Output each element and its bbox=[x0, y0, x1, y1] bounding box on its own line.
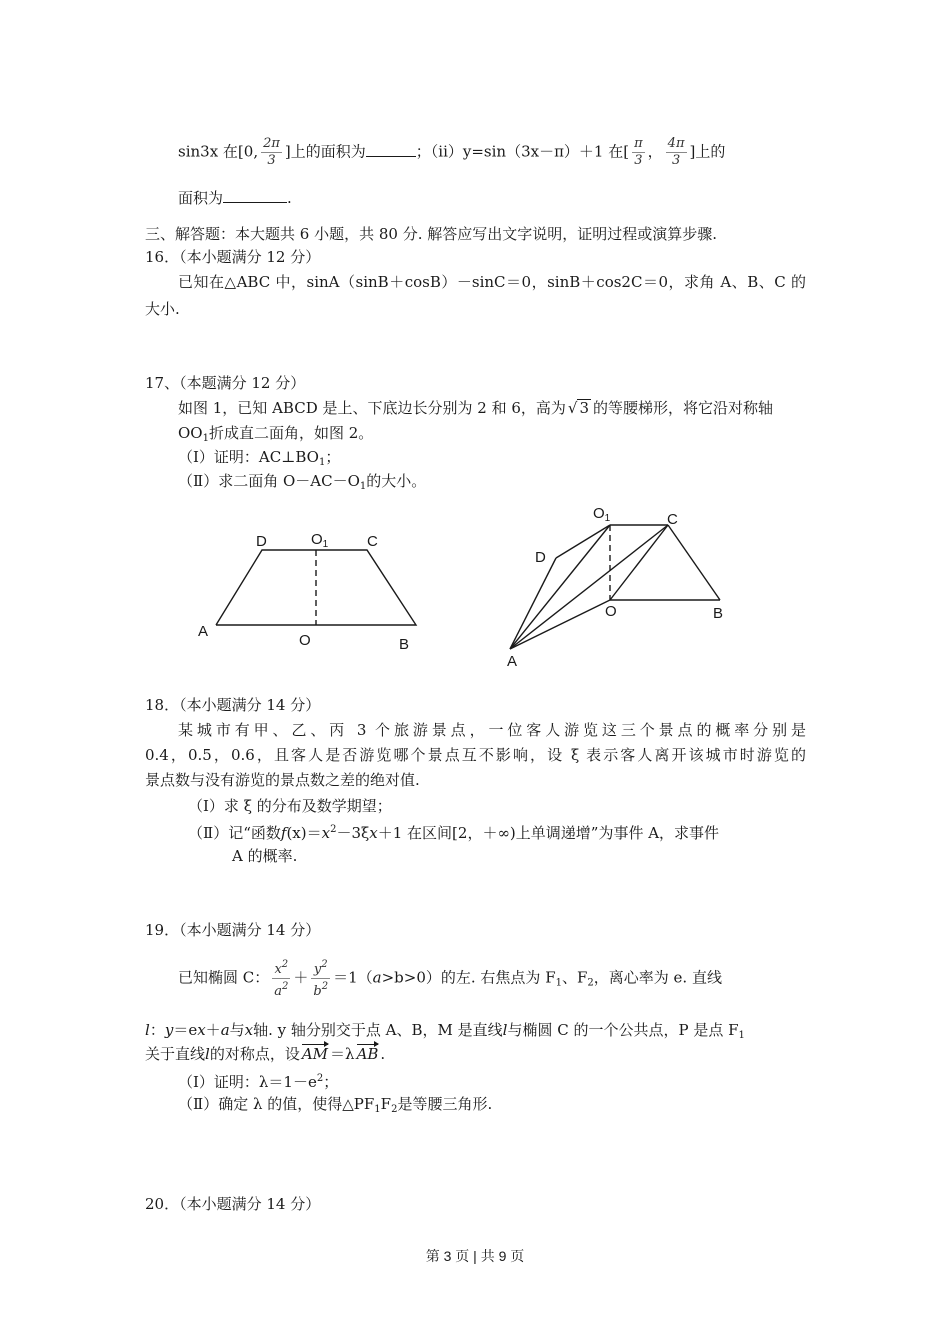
text: ＋ bbox=[293, 968, 309, 987]
q20-title: 20．（本小题满分 14 分） bbox=[145, 1195, 321, 1213]
edge-AD bbox=[510, 558, 556, 649]
text: ]上的面积为 bbox=[284, 142, 366, 161]
superscript: 2 bbox=[282, 981, 289, 992]
math-var: x bbox=[244, 1021, 254, 1039]
q19-body-line1 bbox=[178, 957, 722, 1000]
text: （Ⅰ）证明：λ＝1－e bbox=[178, 1073, 317, 1091]
fraction-pi-3 bbox=[632, 136, 645, 169]
text: 的等腰梯形，将它沿对称轴 bbox=[593, 399, 774, 417]
q18-title: 18．（本小题满分 14 分） bbox=[145, 696, 321, 714]
q17-body-line1 bbox=[178, 397, 773, 419]
label-subscript: 1 bbox=[322, 539, 329, 550]
text: sin3x 在[0, bbox=[178, 142, 259, 161]
math-var: a bbox=[372, 968, 382, 987]
math-var: x bbox=[369, 824, 378, 842]
edge-DO1 bbox=[556, 525, 610, 558]
text: （Ⅱ）求二面角 O－AC－O bbox=[178, 472, 360, 490]
q18-part2-line2: A 的概率. bbox=[232, 847, 298, 865]
edge-AC bbox=[510, 525, 668, 649]
label-O: O bbox=[593, 505, 605, 522]
label-O: O bbox=[605, 603, 617, 620]
text: . bbox=[287, 189, 292, 207]
math-var: l bbox=[502, 1021, 508, 1039]
radicand: 3 bbox=[579, 399, 589, 417]
figure-2-folded bbox=[500, 500, 750, 670]
den bbox=[311, 979, 330, 1000]
text: ＝λ bbox=[330, 1045, 355, 1063]
label-O1 bbox=[311, 531, 329, 550]
fraction-2pi-3 bbox=[261, 136, 282, 169]
num: π bbox=[634, 136, 643, 151]
edge-AO1 bbox=[510, 525, 610, 649]
subscript: 1 bbox=[374, 1104, 381, 1115]
text: 是等腰三角形. bbox=[397, 1095, 493, 1113]
text: . bbox=[380, 1045, 386, 1063]
text: OO bbox=[178, 424, 203, 442]
edge-CB bbox=[668, 525, 720, 600]
text: （Ⅱ）记“函数 bbox=[188, 824, 281, 842]
text: ； bbox=[323, 1073, 339, 1091]
page-footer: 第 3 页 | 共 9 页 bbox=[425, 1248, 525, 1264]
text: ： bbox=[149, 1021, 165, 1039]
q19-body-line3 bbox=[145, 1043, 385, 1065]
subscript: 1 bbox=[318, 457, 326, 468]
den: 3 bbox=[634, 153, 643, 168]
text: 与 bbox=[229, 1021, 245, 1039]
label-B: B bbox=[399, 636, 410, 653]
text: >b>0）的左. 右焦点为 F bbox=[381, 968, 556, 987]
superscript: 2 bbox=[281, 959, 289, 970]
math-var: l bbox=[145, 1021, 150, 1039]
den-var: a bbox=[274, 984, 283, 999]
text: 已知椭圆 C： bbox=[178, 968, 270, 987]
edge-OC bbox=[610, 525, 668, 600]
num bbox=[272, 957, 290, 978]
math-var: a bbox=[220, 1021, 230, 1039]
label-D: D bbox=[256, 533, 267, 550]
q16-body-line1: 已知在△ABC 中，sinA（sinB＋cosB）－sinC＝0，sinB＋cos2C＝0，求角 A、B、C 的 bbox=[178, 273, 806, 291]
q15-tail-line1 bbox=[178, 136, 725, 169]
text: ，离心率为 e. 直线 bbox=[593, 968, 722, 987]
q18-part2 bbox=[188, 819, 719, 844]
section-heading: 三、解答题：本大题共 6 小题，共 80 分. 解答应写出文字说明，证明过程或演算步骤. bbox=[145, 225, 718, 243]
label-O: O bbox=[311, 531, 323, 548]
subscript: 1 bbox=[738, 1030, 745, 1041]
math-var: f bbox=[280, 824, 287, 842]
label-C: C bbox=[667, 511, 678, 528]
q18-body-line3: 景点数与没有游览的景点数之差的绝对值. bbox=[145, 771, 420, 789]
num: 4π bbox=[667, 136, 685, 151]
text: ＝1（ bbox=[333, 968, 373, 987]
text: 关于直线 bbox=[145, 1045, 206, 1063]
label-A: A bbox=[507, 653, 518, 670]
vector-AM: AM bbox=[301, 1045, 329, 1063]
vector-AB: AB bbox=[356, 1045, 379, 1063]
q19-part2 bbox=[178, 1093, 492, 1121]
text: 折成直二面角，如图 2。 bbox=[208, 424, 374, 442]
q19-title: 19．（本小题满分 14 分） bbox=[145, 921, 321, 939]
text: F bbox=[380, 1095, 392, 1113]
subscript: 1 bbox=[359, 481, 367, 492]
text: 面积为 bbox=[178, 189, 224, 207]
fraction-x2-a2 bbox=[272, 957, 290, 1000]
text: ＋1 在区间[2，＋∞)上单调递增”为事件 A，求事件 bbox=[377, 824, 720, 842]
den: 3 bbox=[267, 153, 276, 168]
text: 的大小。 bbox=[366, 472, 427, 490]
label-D: D bbox=[535, 549, 546, 566]
q15-tail-line2 bbox=[178, 187, 292, 209]
edge-AO bbox=[510, 600, 610, 649]
text: ； bbox=[325, 448, 341, 466]
fraction-y2-b2 bbox=[311, 957, 330, 1000]
label-O1 bbox=[593, 505, 611, 524]
subscript: 2 bbox=[587, 977, 594, 989]
subscript: 2 bbox=[391, 1104, 398, 1115]
text: －3ξ bbox=[336, 824, 370, 842]
text: （Ⅰ）证明：AC⊥BO bbox=[178, 448, 319, 466]
superscript: 2 bbox=[316, 1073, 324, 1084]
text: ＋ bbox=[205, 1021, 221, 1039]
answer-blank bbox=[366, 156, 416, 157]
label-subscript: 1 bbox=[604, 513, 611, 524]
text: 、F bbox=[561, 968, 588, 987]
superscript: 2 bbox=[330, 824, 337, 835]
text: ， bbox=[647, 142, 663, 161]
superscript: 2 bbox=[321, 959, 328, 970]
q17-title: 17、（本题满分 12 分） bbox=[145, 374, 306, 392]
fraction-4pi-3 bbox=[666, 136, 687, 169]
math-var: x bbox=[197, 1021, 206, 1039]
q19-part1 bbox=[178, 1068, 338, 1093]
num: 2π bbox=[263, 136, 280, 151]
text: 如图 1，已知 ABCD 是上、下底边长分别为 2 和 6，高为 bbox=[178, 399, 566, 417]
answer-blank bbox=[223, 202, 287, 203]
text: ；（ii）y=sin（3x－π）＋1 在[ bbox=[415, 142, 630, 161]
text: (x)＝ bbox=[286, 824, 322, 842]
math-var: y bbox=[164, 1021, 174, 1039]
q18-body-line2: 0.4，0.5，0.6，且客人是否游览哪个景点互不影响，设 ξ 表示客人离开该城市时游览的 bbox=[145, 746, 806, 764]
math-var: l bbox=[205, 1045, 210, 1063]
text: 与椭圆 C 的一个公共点，P 是点 F bbox=[507, 1021, 739, 1039]
subscript: 1 bbox=[555, 977, 562, 989]
q17-part2 bbox=[178, 470, 426, 498]
label-O-bottom: O bbox=[299, 632, 311, 649]
label-A: A bbox=[198, 623, 209, 640]
subscript: 1 bbox=[202, 433, 209, 444]
num-var: x bbox=[274, 962, 282, 977]
superscript: 2 bbox=[321, 981, 329, 992]
text: （Ⅱ）确定 λ 的值，使得△PF bbox=[178, 1095, 375, 1113]
figure-1-trapezoid bbox=[190, 525, 430, 655]
sqrt-3: √ 3 bbox=[567, 399, 589, 417]
text: ＝e bbox=[173, 1021, 198, 1039]
label-B: B bbox=[713, 605, 724, 622]
q16-body-line2: 大小. bbox=[145, 300, 180, 318]
q18-body-line1: 某城市有甲、乙、丙 3 个旅游景点，一位客人游览这三个景点的概率分别是 bbox=[178, 721, 806, 739]
text: 的对称点，设 bbox=[209, 1045, 300, 1063]
den-var: b bbox=[313, 984, 322, 999]
math-var: x bbox=[321, 824, 331, 842]
den: 3 bbox=[671, 153, 681, 168]
label-C: C bbox=[367, 533, 378, 550]
num-var: y bbox=[313, 962, 322, 977]
den bbox=[272, 979, 290, 1000]
q18-part1: （Ⅰ）求 ξ 的分布及数学期望； bbox=[188, 797, 392, 815]
text: 轴. y 轴分别交于点 A、B，M 是直线 bbox=[253, 1021, 503, 1039]
text: ]上的 bbox=[689, 142, 726, 161]
q16-title: 16．（本小题满分 12 分） bbox=[145, 248, 321, 266]
num bbox=[311, 957, 330, 978]
